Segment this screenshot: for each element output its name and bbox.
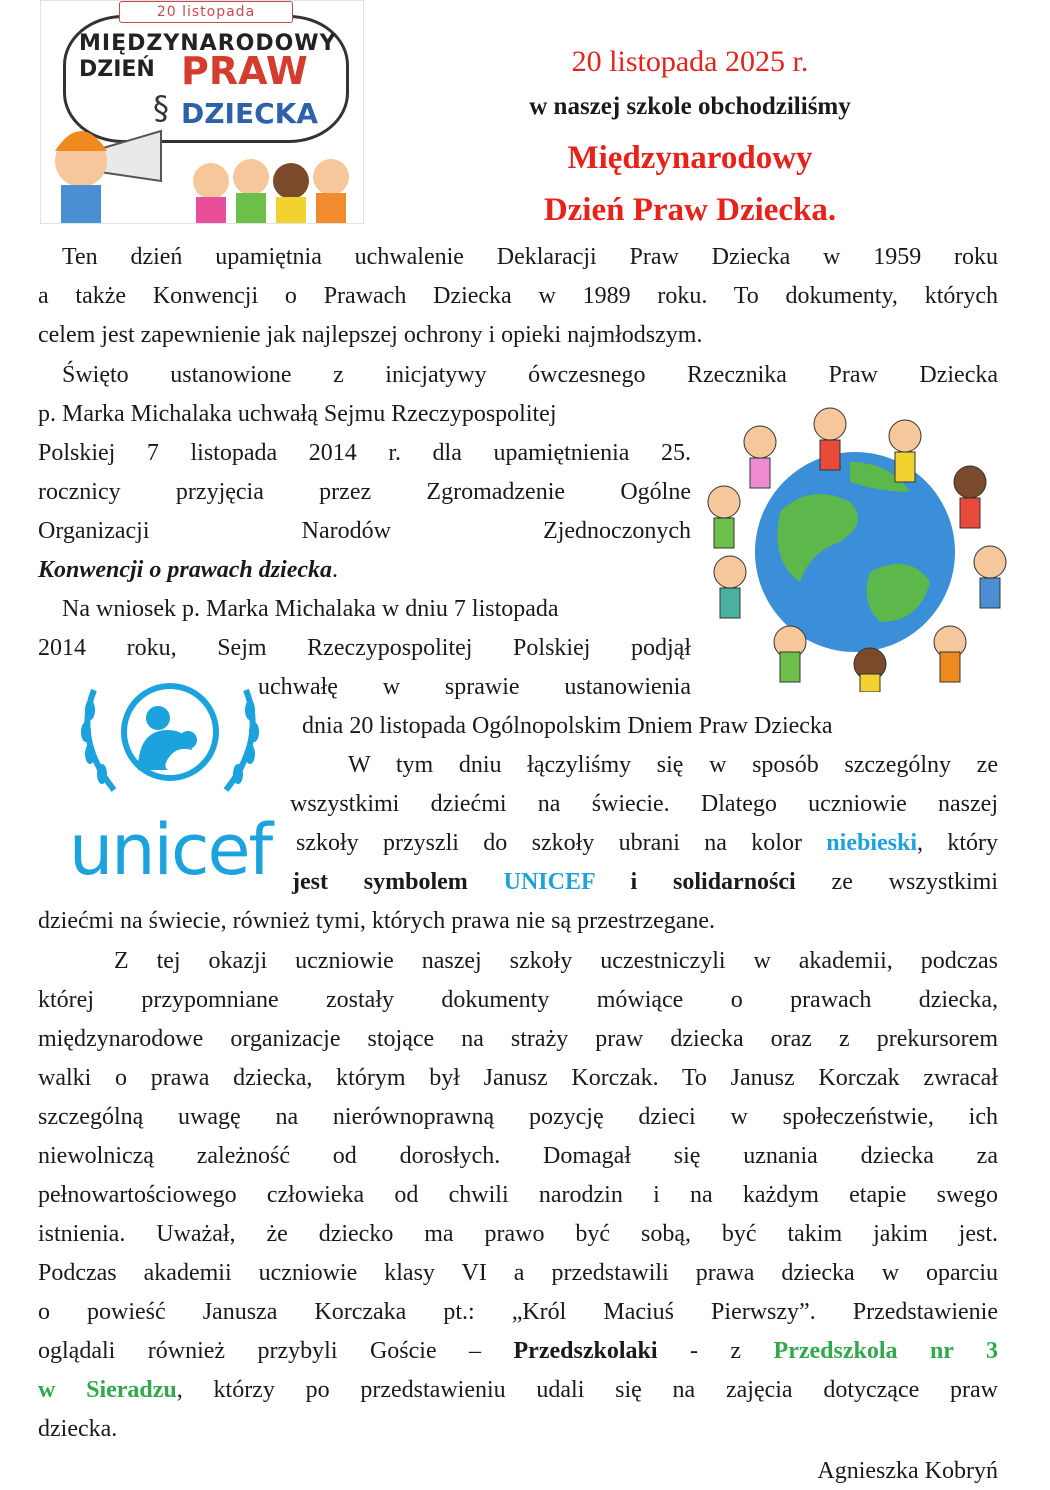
children-around-globe-image (700, 402, 1010, 692)
unicef-wordmark: unicef (68, 809, 272, 891)
period: . (332, 557, 339, 583)
para3-line: dnia 20 listopada Ogólnopolskim Dniem Praw Dziecka (302, 713, 833, 739)
symbol-phrase: jest symbolem (292, 869, 504, 895)
childrens-rights-day-logo (40, 0, 364, 224)
para5-line: niewolniczą zależność od dorosłych. Domagał się uznania dziecka za (38, 1143, 998, 1169)
event-title-line2: Dzień Praw Dziecka. (543, 192, 837, 228)
para2-line: rocznicy przyjęcia przez Zgromadzenie Ogólne (38, 479, 691, 505)
solidarity-phrase: i solidarności (594, 869, 796, 895)
logo-banner: 20 listopada (119, 1, 293, 23)
para5-line: pełnowartościowego człowieka od chwili narodzin i na każdym etapie swego (38, 1182, 998, 1208)
para4-line (292, 867, 998, 897)
text: , którzy po przedstawieniu udali się na zajęcia dotyczące praw (176, 1377, 998, 1403)
para5-line: dziecka. (38, 1416, 118, 1442)
logo-line1: MIĘDZYNARODOWY (79, 31, 337, 56)
event-date: 20 listopada 2025 r. (571, 45, 809, 78)
para4-line (296, 828, 998, 858)
blue-color-word: niebieski (826, 830, 917, 856)
para1-line: Ten dzień upamiętnia uchwalenie Deklaracji Praw Dziecka w 1959 roku (62, 244, 998, 270)
text: ze wszystkimi (795, 869, 999, 895)
logo-line2: DZIEŃ (79, 57, 155, 82)
para4-line: dziećmi na świecie, również tymi, których prawa nie są przestrzegane. (38, 908, 716, 934)
para5-line: walki o prawa dziecka, którym był Janusz Korczak. To Janusz Korczak zwracał (38, 1065, 998, 1091)
unicef-highlight: UNICEF (503, 869, 595, 895)
para3-line: 2014 roku, Sejm Rzeczypospolitej Polskiej podjął (38, 635, 691, 661)
event-title-line1: Międzynarodowy (567, 140, 813, 176)
para4-line: wszystkimi dziećmi na świecie. Dlatego uczniowie naszej (290, 791, 998, 817)
kindergarten-city: w Sieradzu (38, 1377, 177, 1403)
para4-line: W tym dniu łączyliśmy się w sposób szczególny ze (348, 752, 998, 778)
para5-line: Podczas akademii uczniowie klasy VI a przedstawili prawa dziecka w oparciu (38, 1260, 998, 1286)
para5-line: o powieść Janusza Korczaka pt.: „Król Maciuś Pierwszy”. Przedstawienie (38, 1299, 998, 1325)
author-signature: Agnieszka Kobryń (817, 1458, 998, 1484)
para2-line: Święto ustanowione z inicjatywy ówczesnego Rzecznika Praw Dziecka (62, 362, 998, 388)
para1-line: a także Konwencji o Prawach Dziecka w 1989 roku. To dokumenty, których (38, 283, 998, 309)
para5-line (38, 1336, 998, 1366)
para5-line: Z tej okazji uczniowie naszej szkoły uczestniczyli w akademii, podczas (114, 948, 998, 974)
para2-line: Polskiej 7 listopada 2014 r. dla upamiętnienia 25. (38, 440, 691, 466)
text: oglądali również przybyli Goście – (38, 1338, 514, 1364)
para3-line: Na wniosek p. Marka Michalaka w dniu 7 listopada (62, 596, 559, 622)
convention-title: Konwencji o prawach dziecka (38, 557, 333, 583)
para2-last-line (38, 555, 338, 585)
para5-line: szczególną uwagę na nierównoprawną pozycję dzieci w społeczeństwie, ich (38, 1104, 998, 1130)
text: szkoły przyszli do szkoły ubrani na kolor (296, 830, 827, 856)
para3-line: uchwałę w sprawie ustanowienia (258, 674, 691, 700)
para5-line: międzynarodowe organizacje stojące na straży praw dziecka oraz z prekursorem (38, 1026, 998, 1052)
logo-line4: DZIECKA (181, 97, 319, 130)
text: , który (917, 830, 998, 856)
preschoolers: Przedszkolaki (513, 1338, 658, 1364)
text: - z (657, 1338, 774, 1364)
para2-line: Organizacji Narodów Zjednoczonych (38, 518, 691, 544)
kindergarten-name: Przedszkola nr 3 (773, 1338, 998, 1364)
paragraph-mark: § (153, 89, 169, 127)
event-subtitle: w naszej szkole obchodziliśmy (529, 93, 851, 120)
logo-line3: PRAW (181, 49, 308, 93)
para5-line: istnienia. Uważał, że dziecko ma prawo być sobą, być takim jakim jest. (38, 1221, 998, 1247)
unicef-logo (62, 670, 278, 900)
para2-line: p. Marka Michalaka uchwałą Sejmu Rzeczypospolitej (38, 401, 557, 427)
para1-line: celem jest zapewnienie jak najlepszej ochrony i opieki najmłodszym. (38, 322, 703, 348)
para5-line: której przypomniane zostały dokumenty mówiące o prawach dziecka, (38, 987, 998, 1013)
para5-line (38, 1375, 998, 1405)
